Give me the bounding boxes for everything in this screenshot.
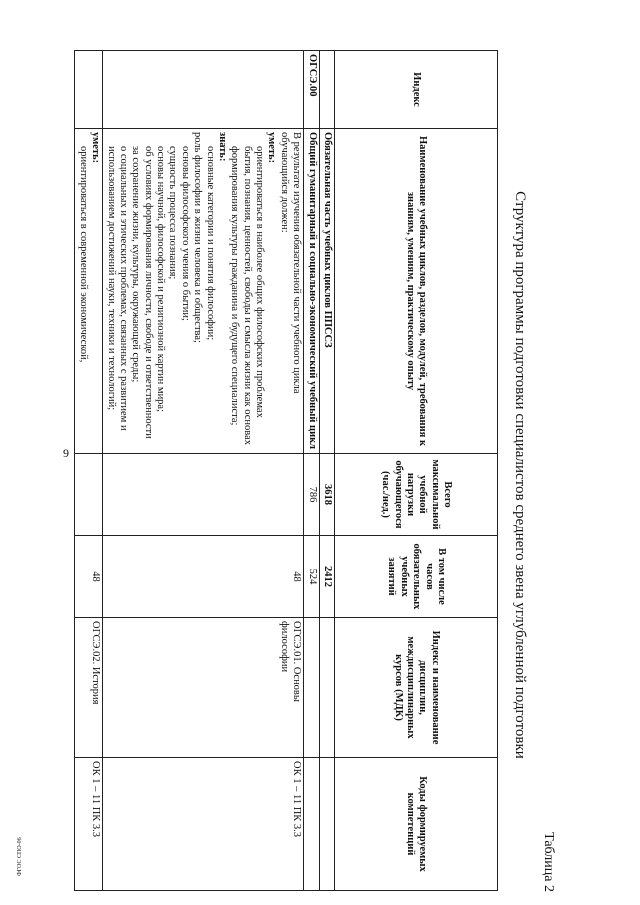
- skill-item: ориентироваться в современной экономической,: [77, 146, 89, 363]
- header-mandatory: В том числе часов обязательных учебных занятий: [335, 536, 498, 618]
- obligatory-mandatory: 2412: [319, 536, 334, 618]
- skills-heading: уметь:: [266, 132, 278, 164]
- knowledge-heading: знать:: [217, 132, 228, 162]
- history-discipline: ОГСЭ.02. История: [75, 618, 103, 758]
- header-name: Наименование учебных циклов, разделов, модулей, требования к знаниям, умениям, практическому опыту: [335, 129, 498, 454]
- table-row: [75, 51, 103, 891]
- knowledge-item: о социальных и этических проблемах, связанных с развитием и использованием достижений науки, техники и технологий;: [105, 146, 129, 431]
- obligatory-total: 3618: [319, 454, 334, 536]
- history-codes: ОК 1 – 11 ПК 3.3: [75, 758, 103, 891]
- knowledge-item: основы философского учения о бытии;: [179, 146, 191, 321]
- history-hours: 48: [75, 536, 103, 618]
- footer-code: ФГОС СПО-06: [17, 837, 23, 876]
- philosophy-requirements: [103, 129, 304, 454]
- philosophy-discipline: ОГСЭ.01. Основы философии: [103, 618, 304, 758]
- rotated-page-content: [0, 50, 562, 900]
- cycle-total: 786: [304, 454, 319, 536]
- obligatory-part-name: Обязательная часть учебных циклов ППССЗ: [319, 129, 334, 454]
- table-row: [103, 51, 304, 891]
- history-requirements: [75, 129, 103, 454]
- table-header-row: [335, 51, 498, 891]
- table-row: [304, 51, 319, 891]
- cycle-index: ОГСЭ.00: [304, 51, 319, 129]
- philosophy-codes: ОК 1 – 11 ПК 3.3: [103, 758, 304, 891]
- header-index: Индекс: [335, 51, 498, 129]
- knowledge-item: основы научной, философской и религиозной картин мира;: [155, 146, 167, 413]
- knowledge-item: основные категории и понятия философии;: [204, 146, 216, 341]
- header-discipline: Индекс и наименование дисциплин, междисциплинарных курсов (МДК): [335, 618, 498, 758]
- table-title: Структура программы подготовки специалистов среднего звена углубленной подготовки: [512, 191, 528, 759]
- cycle-mandatory: 524: [304, 536, 319, 618]
- table-label: Таблица 2: [541, 832, 556, 892]
- skills-heading: уметь:: [90, 132, 102, 164]
- header-competencies: Коды формируемых компетенций: [335, 758, 498, 891]
- knowledge-item: сущность процесса познания;: [167, 146, 179, 280]
- knowledge-item: роль философии в жизни человека и общества;: [192, 132, 204, 343]
- skill-item: ориентироваться в наиболее общих философских проблемах бытия, познания, ценностей, свободы и смысла жизни как основах формирования культуры гражданина и будущего специалиста;: [229, 146, 266, 445]
- header-total: Всего максимальной учебной нагрузки обучающегося (час./нед.): [335, 454, 498, 536]
- curriculum-table: [75, 50, 499, 891]
- cycle-name: Общий гуманитарный и социально-экономический учебный цикл: [304, 129, 319, 454]
- table-row: [319, 51, 334, 891]
- philosophy-hours: 48: [103, 536, 304, 618]
- page-number: 9: [63, 446, 69, 460]
- requirements-intro: В результате изучения обязательной части учебного цикла обучающийся должен:: [278, 132, 303, 394]
- knowledge-item: об условиях формирования личности, свободе и ответственности за сохранение жизни, культуры, окружающей среды;: [130, 146, 154, 439]
